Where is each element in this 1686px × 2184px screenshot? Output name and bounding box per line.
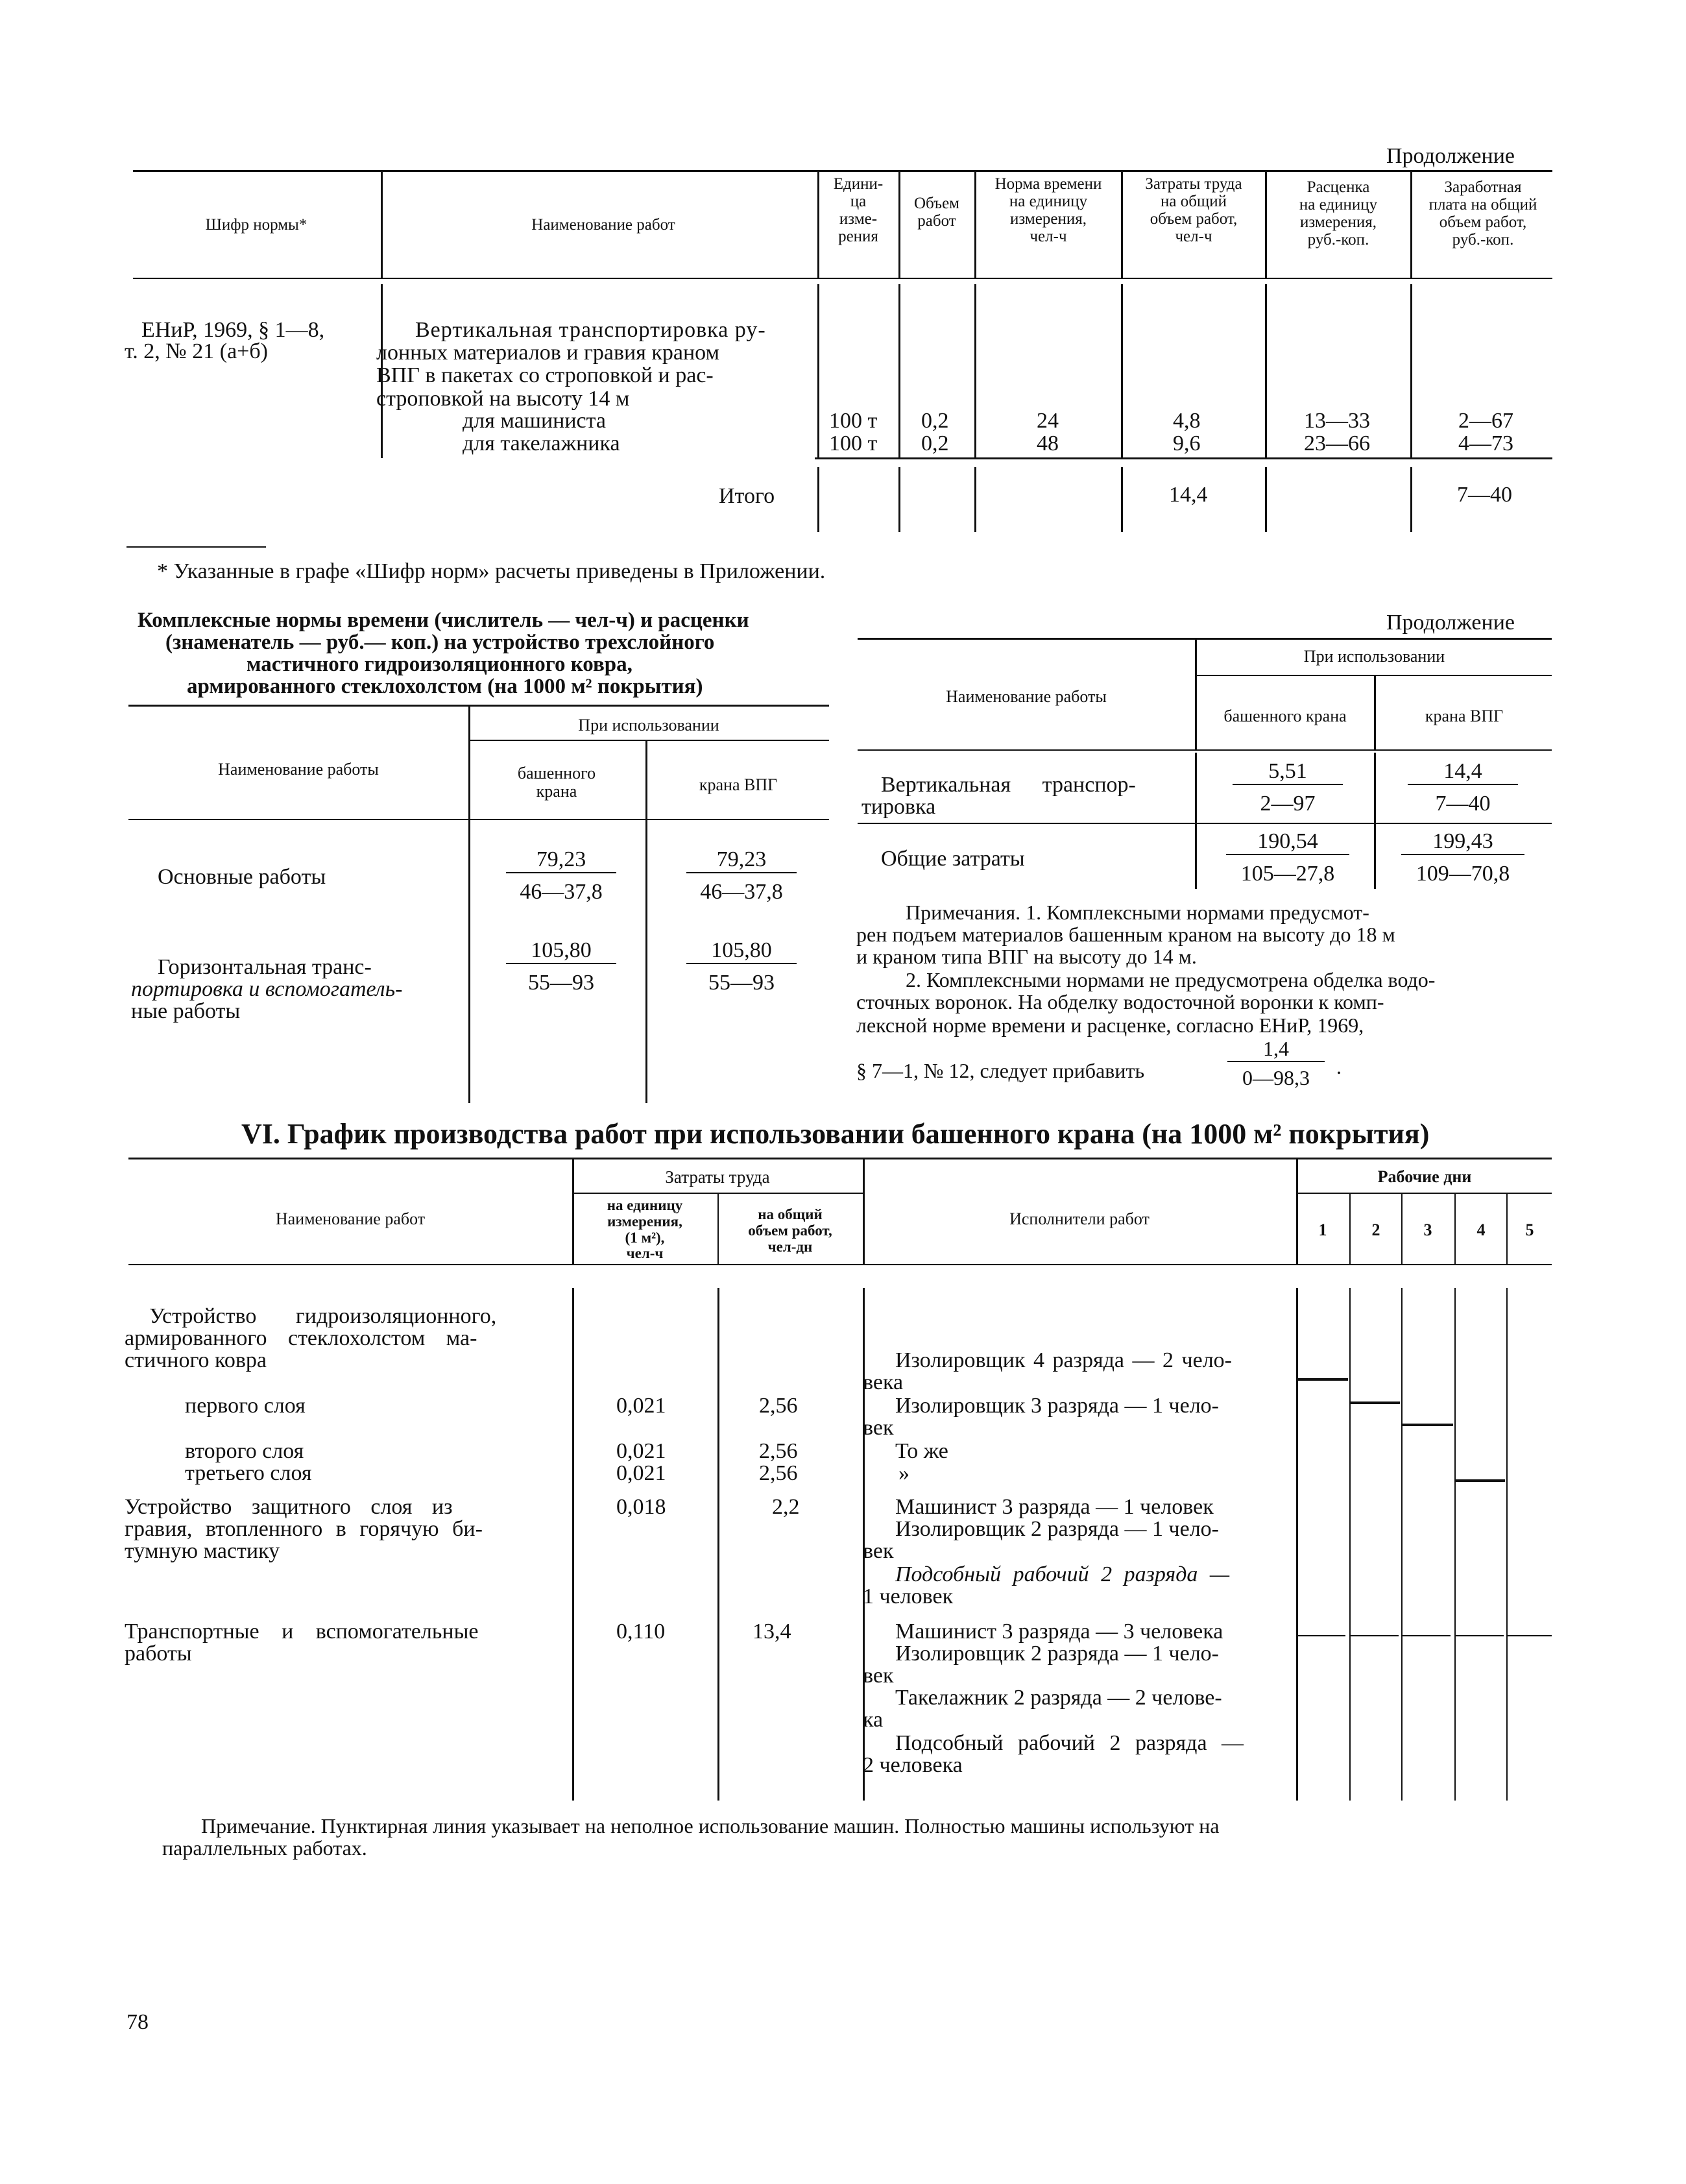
table-rule <box>128 819 829 820</box>
numerator: 1,4 <box>1227 1037 1325 1062</box>
col-line <box>1401 1288 1403 1801</box>
col-line <box>817 172 819 278</box>
numerator: 105,80 <box>506 938 616 964</box>
work-name: ВПГ в пакетах со строповкой и рас- <box>376 363 714 387</box>
header-total: на общий объем работ, чел-дн <box>748 1206 832 1255</box>
row-labor: 4,8 <box>1173 409 1201 433</box>
col-line <box>1410 284 1412 458</box>
col-line <box>898 172 900 278</box>
row-labor: 9,6 <box>1173 431 1201 455</box>
page-number: 78 <box>126 2010 149 2034</box>
col-line <box>898 467 900 532</box>
denominator: 55—93 <box>708 971 775 995</box>
table3-row-name: Вертикальная транспор- <box>881 773 1136 797</box>
table2-name-header: Наименование работы <box>218 760 379 779</box>
day-header: 2 <box>1371 1220 1380 1239</box>
col-line <box>898 284 900 458</box>
performer: Машинист 3 разряда — 1 человек <box>895 1495 1214 1519</box>
denominator: 105—27,8 <box>1240 862 1335 886</box>
header-rate: Расценка на единицу измерения, руб.-коп. <box>1299 178 1378 249</box>
performer: 1 человек <box>863 1584 954 1608</box>
labor-total: 2,56 <box>759 1461 798 1485</box>
labor-total: 2,56 <box>759 1394 798 1418</box>
denominator: 46—37,8 <box>700 880 783 904</box>
performer: Подсобный рабочий 2 разряда — <box>895 1562 1230 1586</box>
table3-note: лексной норме времени и расценке, согласно ЕНиР, 1969, <box>856 1013 1364 1037</box>
table3-name-header: Наименование работы <box>946 687 1107 706</box>
header-labor: Затраты труда <box>665 1167 770 1187</box>
work-name: второго слоя <box>185 1439 304 1463</box>
labor-unit: 0,110 <box>616 1620 666 1644</box>
schedule-dashed-bar <box>1297 1635 1345 1636</box>
performer: » <box>898 1461 909 1485</box>
table3-col2-header: крана ВПГ <box>1425 707 1504 725</box>
performer: Изолировщик 3 разряда — 1 чело- <box>895 1394 1219 1418</box>
work-name: стичного ковра <box>125 1348 267 1372</box>
footnote-rule <box>126 546 266 548</box>
header-norm: Норма времени на единицу измерения, чел-ч <box>994 175 1102 245</box>
table2-title: армированного стеклохолстом (на 1000 м² покрытия) <box>187 675 703 698</box>
denominator: 7—40 <box>1435 792 1491 816</box>
table-rule <box>128 1158 1552 1159</box>
table2-col2-header: крана ВПГ <box>699 775 778 794</box>
work-name: первого слоя <box>185 1394 306 1418</box>
total-label: Итого <box>719 484 775 508</box>
table3-note: сточных воронок. На обделку водосточной воронки к комп- <box>856 990 1384 1013</box>
row-volume: 0,2 <box>921 409 949 433</box>
table3-cell <box>1226 829 1349 886</box>
work-name: Устройство защитного слоя из <box>125 1495 453 1519</box>
table2-cell <box>506 938 616 995</box>
table-rule <box>858 749 1552 751</box>
labor-unit: 0,021 <box>616 1439 666 1463</box>
continuation-label: Продолжение <box>1386 611 1515 635</box>
header-unit: на единицу измерения, (1 м²), чел-ч <box>607 1197 683 1262</box>
col-line <box>1121 467 1123 532</box>
labor-unit: 0,021 <box>616 1461 666 1485</box>
header-performers: Исполнители работ <box>1009 1209 1150 1228</box>
labor-total: 2,56 <box>759 1439 798 1463</box>
total-labor: 14,4 <box>1169 483 1208 507</box>
col-line <box>1410 467 1412 532</box>
row-name: для машиниста <box>463 409 606 433</box>
col-line <box>1265 284 1267 458</box>
table3-note: Примечания. 1. Комплексными нормами предусмот- <box>906 901 1369 924</box>
work-name: Вертикальная транспортировка ру- <box>415 318 766 342</box>
performer: Изолировщик 4 разряда — 2 чело- <box>895 1348 1232 1372</box>
col-line <box>1265 172 1267 278</box>
header-pay: Заработная плата на общий объем работ, руб.-коп. <box>1428 178 1537 249</box>
col-line <box>974 467 976 532</box>
labor-total: 2,2 <box>772 1495 800 1519</box>
day-header: 4 <box>1476 1220 1486 1239</box>
table2-group-header: При использовании <box>578 716 719 734</box>
footnote: * Указанные в графе «Шифр норм» расчеты приведены в Приложении. <box>157 559 826 583</box>
row-rate: 13—33 <box>1304 409 1370 433</box>
row-unit: 100 т <box>829 431 878 455</box>
performer: Изолировщик 2 разряда — 1 чело- <box>895 1517 1219 1541</box>
day-header: 1 <box>1318 1220 1327 1239</box>
norm-code: т. 2, № 21 (а+б) <box>125 339 268 363</box>
header-labor: Затраты труда на общий объем работ, чел-ч <box>1145 175 1242 245</box>
performer: века <box>863 1370 904 1394</box>
table-rule <box>133 278 1552 279</box>
denominator: 109—70,8 <box>1415 862 1510 886</box>
work-name: лонных материалов и гравия краном <box>376 341 720 365</box>
table3-note: и краном типа ВПГ на высоту до 14 м. <box>856 945 1197 968</box>
denominator: 46—37,8 <box>520 880 603 904</box>
table-rule <box>468 740 829 741</box>
performer: Изолировщик 2 разряда — 1 чело- <box>895 1642 1219 1666</box>
numerator: 14,4 <box>1408 759 1518 785</box>
row-name: для такелажника <box>463 431 620 455</box>
col-line <box>974 284 976 458</box>
col-line <box>1410 172 1412 278</box>
day-header: 5 <box>1525 1220 1534 1239</box>
col-line <box>974 172 976 278</box>
row-rate: 23—66 <box>1304 431 1370 455</box>
header-code: Шифр нормы* <box>205 216 307 234</box>
numerator: 79,23 <box>686 847 797 873</box>
schedule-bar <box>1351 1401 1400 1404</box>
table3-col1-header: башенного крана <box>1223 707 1347 725</box>
denominator: 2—97 <box>1260 792 1316 816</box>
labor-unit: 0,021 <box>616 1394 666 1418</box>
table3-cell <box>1408 759 1518 816</box>
continuation-label: Продолжение <box>1386 144 1515 168</box>
col-line <box>1374 753 1376 889</box>
table3-note: 2. Комплексными нормами не предусмотрена обделка водо- <box>906 968 1436 991</box>
row-unit: 100 т <box>829 409 878 433</box>
denominator: 55—93 <box>528 971 594 995</box>
schedule-bar <box>1297 1378 1348 1381</box>
header-unit: Едини- ца изме- рения <box>833 175 884 245</box>
numerator: 5,51 <box>1233 759 1343 785</box>
col-line <box>1195 753 1197 889</box>
labor-total: 13,4 <box>753 1620 791 1644</box>
bullet-dot: . <box>1336 1055 1342 1078</box>
schedule-bar <box>1456 1479 1505 1482</box>
table3-cell <box>1233 759 1343 816</box>
col-line <box>572 1288 574 1801</box>
work-name: третьего слоя <box>185 1461 312 1485</box>
table-rule <box>133 170 1552 172</box>
denominator: 0—98,3 <box>1242 1066 1310 1089</box>
header-work: Наименование работ <box>531 216 675 234</box>
performer: Такелажник 2 разряда — 2 челове- <box>895 1686 1222 1710</box>
performer: То же <box>895 1439 948 1463</box>
schedule-dashed-bar <box>1456 1635 1504 1636</box>
table3-row-name: тировка <box>861 795 936 819</box>
table3-note: рен подъем материалов башенным краном на высоту до 18 м <box>856 923 1395 946</box>
table2-col1-header: башенного крана <box>517 764 596 801</box>
table2-cell <box>686 847 797 904</box>
performer: ка <box>863 1708 884 1732</box>
col-line <box>381 172 383 278</box>
col-line <box>1265 467 1267 532</box>
work-name: Транспортные и вспомогательные <box>125 1620 479 1644</box>
performer: век <box>863 1416 894 1440</box>
performer: Машинист 3 разряда — 3 человека <box>895 1620 1223 1644</box>
numerator: 199,43 <box>1401 829 1524 855</box>
table-rule <box>128 1264 1552 1265</box>
numerator: 79,23 <box>506 847 616 873</box>
col-line <box>817 284 819 458</box>
table2-title: мастичного гидроизоляционного ковра, <box>247 653 632 676</box>
header-volume: Объем работ <box>914 195 959 230</box>
table-rule <box>858 823 1552 824</box>
col-line <box>1349 1288 1351 1801</box>
col-line <box>1296 1288 1298 1801</box>
day-header: 3 <box>1423 1220 1432 1239</box>
row-pay: 4—73 <box>1458 431 1513 455</box>
work-name: работы <box>125 1642 192 1666</box>
table3-row-name: Общие затраты <box>881 847 1025 871</box>
table2-row-name: Горизонтальная транс- <box>158 955 372 979</box>
row-norm: 24 <box>1037 409 1059 433</box>
schedule-bar <box>1403 1424 1453 1426</box>
table2-title: (знаменатель — руб.— коп.) на устройство трехслойного <box>165 631 715 654</box>
table2-cell <box>686 938 797 995</box>
header-work-name: Наименование работ <box>275 1209 426 1228</box>
numerator: 190,54 <box>1226 829 1349 855</box>
norm-code: ЕНиР, 1969, § 1—8, <box>141 318 325 342</box>
table2-row-name: ные работы <box>131 999 241 1023</box>
labor-unit: 0,018 <box>616 1495 666 1519</box>
col-line <box>1506 1288 1508 1801</box>
col-line <box>1121 172 1123 278</box>
table3-note: § 7—1, № 12, следует прибавить <box>856 1059 1145 1082</box>
header-days: Рабочие дни <box>1377 1167 1472 1186</box>
row-pay: 2—67 <box>1458 409 1513 433</box>
total-pay: 7—40 <box>1457 483 1512 507</box>
row-volume: 0,2 <box>921 431 949 455</box>
table2-row-name: портировка и вспомогатель- <box>131 977 403 1001</box>
col-line <box>1121 284 1123 458</box>
row-norm: 48 <box>1037 431 1059 455</box>
col-line <box>717 1288 719 1801</box>
bottom-note: параллельных работах. <box>162 1836 367 1860</box>
table3-cell <box>1401 829 1524 886</box>
table3-group-header: При использовании <box>1303 647 1445 666</box>
performer: Подсобный рабочий 2 разряда — <box>895 1731 1244 1755</box>
work-name: гравия, втопленного в горячую би- <box>125 1517 483 1541</box>
fraction-addition <box>1227 1037 1325 1090</box>
work-name: строповкой на высоту 14 м <box>376 387 630 411</box>
work-name: армированного стеклохолстом ма- <box>125 1326 477 1350</box>
schedule-dashed-bar <box>1351 1635 1399 1636</box>
bottom-note: Примечание. Пунктирная линия указывает на неполное использование машин. Полностью машины используют на <box>201 1814 1220 1838</box>
work-name: Устройство гидроизоляционного, <box>149 1304 497 1328</box>
table2-cell <box>506 847 616 904</box>
col-line <box>817 467 819 532</box>
performer: 2 человека <box>863 1753 963 1777</box>
schedule-dashed-bar <box>1403 1635 1451 1636</box>
table2-title: Комплексные нормы времени (числитель — чел-ч) и расценки <box>138 609 749 632</box>
performer: век <box>863 1539 894 1563</box>
section-title: VI. График производства работ при использовании башенного крана (на 1000 м² покрытия) <box>241 1118 1430 1150</box>
work-name: тумную мастику <box>125 1539 280 1563</box>
schedule-dashed-bar <box>1508 1635 1552 1636</box>
table-rule <box>128 705 829 707</box>
col-line <box>1454 1288 1456 1801</box>
table-rule <box>1296 1193 1552 1194</box>
performer: век <box>863 1664 894 1688</box>
table-rule <box>1195 675 1552 676</box>
table2-row-name: Основные работы <box>158 865 326 889</box>
table-rule <box>858 638 1552 640</box>
table-rule <box>815 457 1552 459</box>
numerator: 105,80 <box>686 938 797 964</box>
